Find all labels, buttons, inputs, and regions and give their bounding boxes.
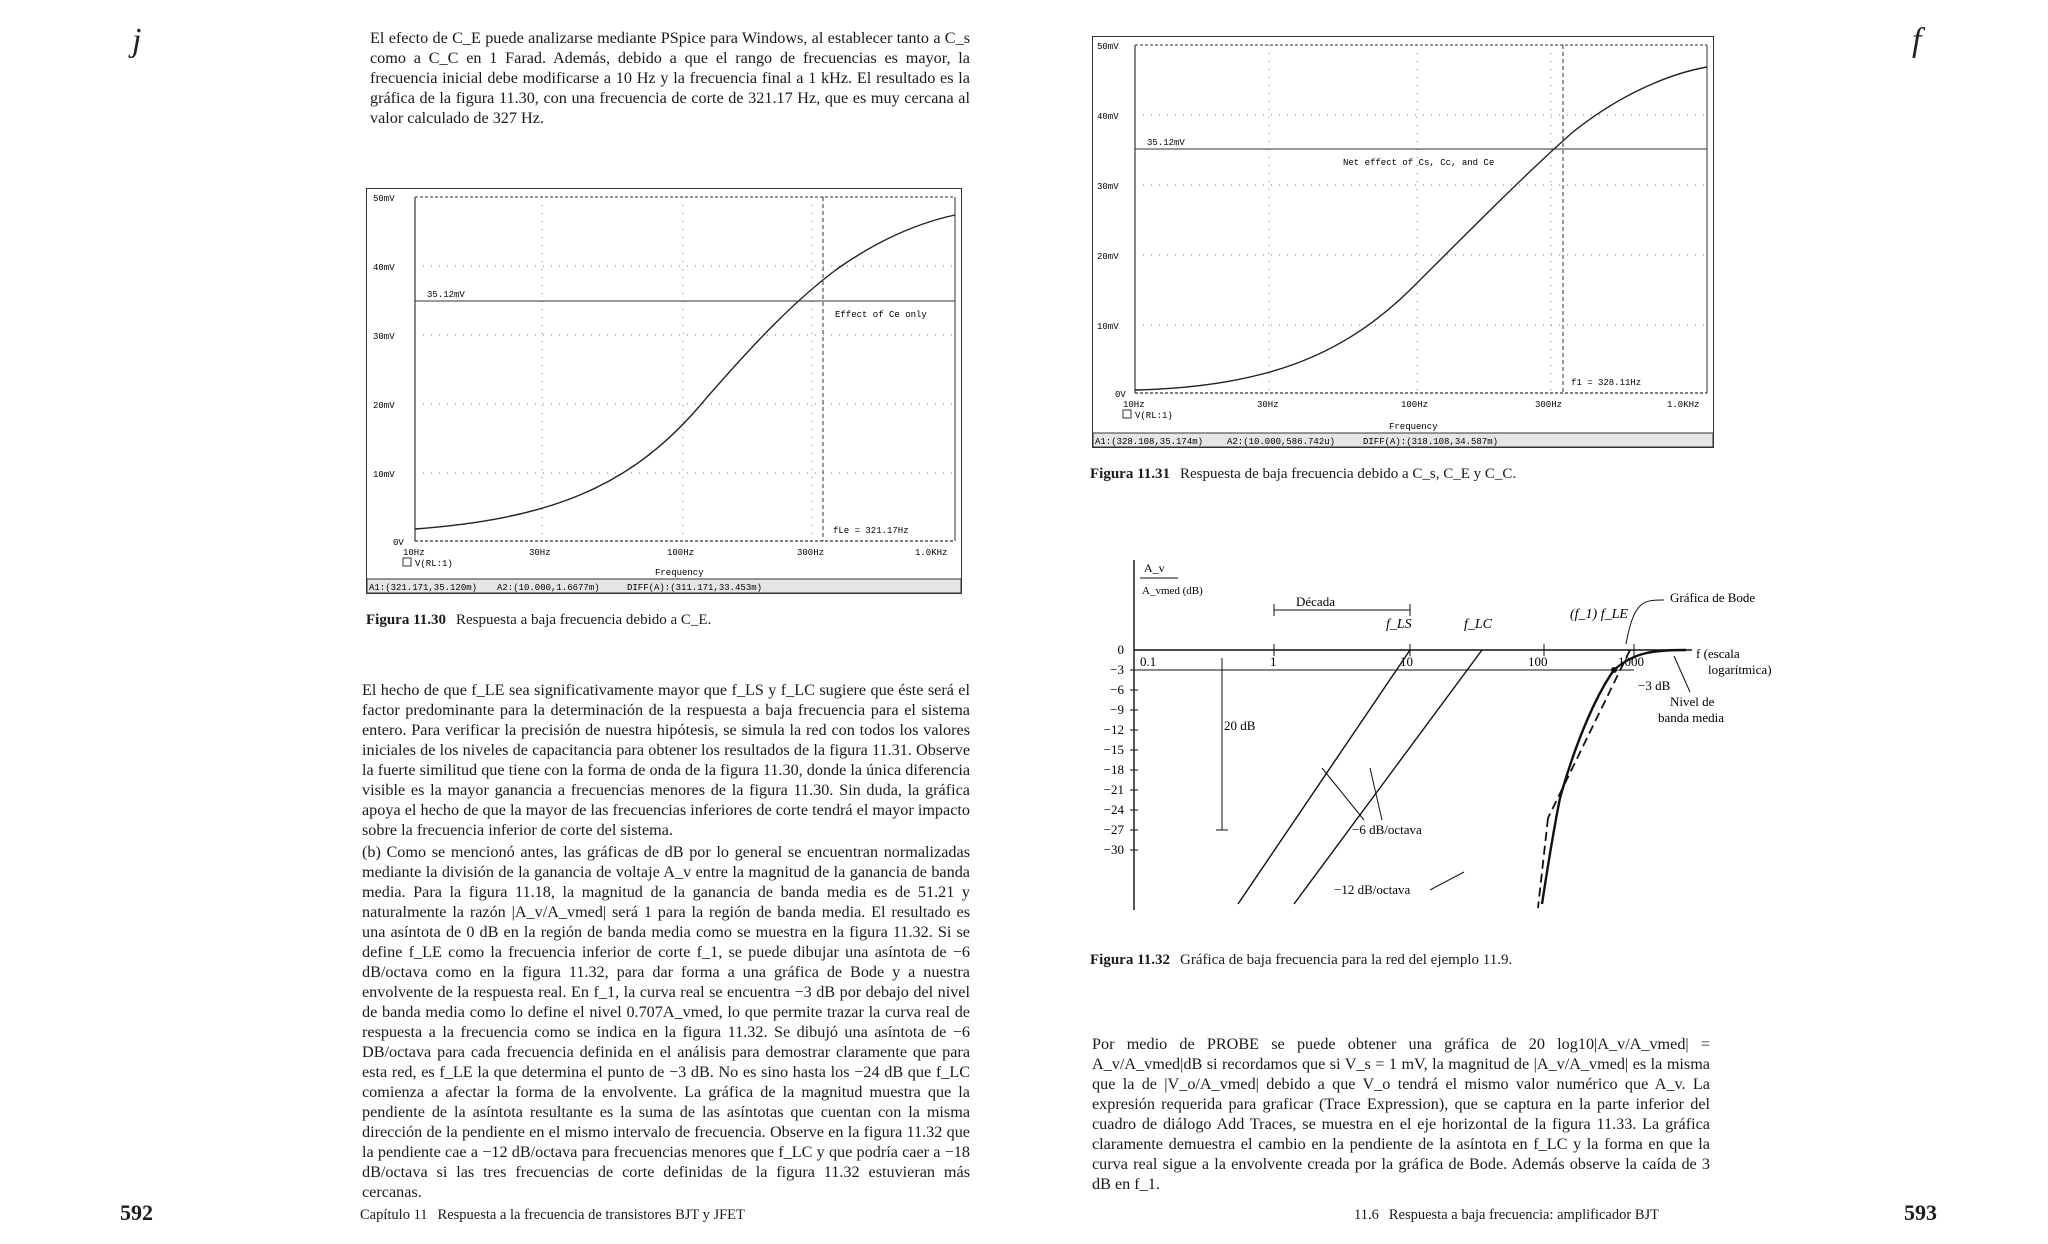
figure-11-31-svg (1093, 37, 1713, 447)
cursor-value: 35.12mV (427, 290, 465, 300)
bode-label: Gráfica de Bode (1670, 590, 1756, 605)
x-label-100: 100Hz (1401, 400, 1429, 410)
trace-marker (1123, 410, 1131, 418)
trace-label: V(RL:1) (1135, 411, 1173, 421)
body-paragraph-3: Por medio de PROBE se puede obtener una gráfica de 20 log10|A_v/A_vmed| = A_v/A_vmed|dB si recordamos que si V_s = 1 mV, la magnitud de |A_v/A_vmed| es la misma que la de |V_o/A_vmed| debido a que V_o tendrá el mismo valor numérico que A_v. La expresión requerida para graficar (Trace Expression), que se captura en la parte inferior del cuadro de diálogo Add Traces, se muestra en el eje horizontal de la figura 11.33. La gráfica claramente demuestra el cambio en la pendiente de la asíntota en f_LC y la forma en que la curva real sigue a la envolvente creada por la gráfica de Bode. Además observe la caída de 3 dB en f_1. (1092, 1035, 1710, 1193)
status-diff: DIFF(A):(311.171,33.453m) (627, 583, 763, 593)
body-paragraph-1: El hecho de que f_LE sea significativamente mayor que f_LS y f_LC sugiere que éste será el factor predominante para la determinación de la respuesta a baja frecuencia para el sistema entero. Para verificar la precisión de nuestra hipótesis, se simula la red con todos los valores iniciales de los niveles de capacitancia para obtener los resultados de la figura 11.31. Observe la fuerte similitud que tiene con la forma de onda de la figura 11.30, donde la única diferencia visible es la mayor ganancia a frecuencias menores de la figura 11.30. Sin duda, la gráfica apoya el hecho de que la mayor de las frecuencias inferiores de corte tendrá el mayor impacto sobre la frecuencia inferior de corte del sistema. (362, 681, 970, 839)
trace-label: V(RL:1) (415, 559, 453, 569)
status-a2: A2:(10.000,1.6677m) (497, 583, 600, 593)
ytick-24: −24 (1103, 802, 1124, 817)
curve-annotation: Net effect of Cs, Cc, and Ce (1343, 158, 1495, 168)
figure-11-32-diagram (1074, 548, 1784, 928)
ytick-18: −18 (1103, 762, 1124, 777)
trace-marker (403, 558, 411, 566)
y-label-40: 40mV (1097, 112, 1119, 122)
flc-label: f_LC (1464, 617, 1493, 632)
status-a2: A2:(10.000,586.742u) (1227, 437, 1336, 447)
status-a1: A1:(328.108,35.174m) (1095, 437, 1204, 447)
status-a1: A1:(321.171,35.120m) (369, 583, 478, 593)
midband-2: banda media (1658, 710, 1725, 725)
footer-right: 11.6 Respuesta a baja frecuencia: amplificador BJT (1354, 1207, 1659, 1223)
y-label-30: 30mV (373, 332, 395, 342)
x-title-2: logarítmica) (1708, 662, 1772, 677)
y-title-bottom: A_vmed (dB) (1142, 585, 1203, 597)
intro-paragraph: El efecto de C_E puede analizarse mediante PSpice para Windows, al establecer tanto a C_s como a C_C en 1 Farad. Además, debido a que el rango de frecuencias es mayor, la frecuencia inicial debe modificarse a 10 Hz y la frecuencia final a 1 kHz. El resultado es la gráfica de la figura 11.30, con una frecuencia de corte de 321.17 Hz, que es muy cercana al valor calculado de 327 Hz. (370, 29, 970, 127)
figure-11-30-caption: Figura 11.30 Respuesta a baja frecuencia debido a C_E. (366, 612, 712, 628)
figure-11-30-plot (366, 188, 962, 594)
corner-mark: f (1912, 22, 1922, 59)
ytick-21: −21 (1103, 782, 1124, 797)
cursor-value: 35.12mV (1147, 138, 1185, 148)
midband-1: Nivel de (1670, 694, 1715, 709)
xtick-10: 10 (1400, 654, 1413, 669)
x-axis-title: Frequency (1389, 422, 1438, 432)
ytick-3: −3 (1110, 662, 1124, 677)
ytick-0: 0 (1117, 642, 1124, 657)
slope12-label: −12 dB/octava (1334, 882, 1411, 897)
y-label-10: 10mV (1097, 322, 1119, 332)
footer-left: Capítulo 11 Respuesta a la frecuencia de transistores BJT y JFET (360, 1207, 745, 1223)
figure-11-32-svg (1074, 548, 1784, 928)
xtick-100: 100 (1528, 654, 1548, 669)
status-diff: DIFF(A):(318.108,34.587m) (1363, 437, 1499, 447)
y-label-30: 30mV (1097, 182, 1119, 192)
decade-label: Década (1296, 594, 1335, 609)
figure-11-31-plot (1092, 36, 1714, 448)
x-label-30: 30Hz (529, 548, 551, 558)
ytick-9: −9 (1110, 702, 1124, 717)
y-label-10: 10mV (373, 470, 395, 480)
right-page (1024, 0, 2048, 1244)
ytick-30: −30 (1103, 842, 1124, 857)
db20-label: 20 dB (1224, 718, 1256, 733)
y-label-50: 50mV (1097, 42, 1119, 52)
ytick-27: −27 (1103, 822, 1124, 837)
figure-11-31-caption: Figura 11.31 Respuesta de baja frecuencia debido a C_s, C_E y C_C. (1090, 466, 1517, 482)
cutoff-label: fLe = 321.17Hz (833, 526, 909, 536)
y-label-0: 0V (393, 538, 404, 548)
x-axis-title: Frequency (655, 568, 704, 578)
ytick-12: −12 (1103, 722, 1124, 737)
slope6-label: −6 dB/octava (1352, 822, 1422, 837)
x-label-1k: 1.0KHz (1667, 400, 1700, 410)
minus3-label: −3 dB (1638, 678, 1671, 693)
x-label-300: 300Hz (797, 548, 825, 558)
x-label-1k: 1.0KHz (915, 548, 948, 558)
page-number-left: 592 (120, 1200, 153, 1225)
ytick-6: −6 (1110, 682, 1124, 697)
y-title-top: A_v (1144, 561, 1165, 575)
x-label-100: 100Hz (667, 548, 695, 558)
x-title-1: f (escala (1696, 646, 1740, 661)
xtick-1000: 1000 (1618, 654, 1644, 669)
x-label-30: 30Hz (1257, 400, 1279, 410)
page-number-right: 593 (1904, 1200, 1937, 1225)
corner-mark: j (132, 22, 142, 59)
y-label-40: 40mV (373, 263, 395, 273)
curve-annotation: Effect of Ce only (835, 310, 927, 320)
figure-11-30-svg (367, 189, 961, 593)
x-label-300: 300Hz (1535, 400, 1563, 410)
y-label-20: 20mV (373, 401, 395, 411)
y-label-0: 0V (1115, 390, 1126, 400)
y-label-50: 50mV (373, 194, 395, 204)
x-label-10: 10Hz (403, 548, 425, 558)
x-label-10: 10Hz (1123, 400, 1145, 410)
body-paragraph-2: (b) Como se mencionó antes, las gráficas de dB por lo general se encuentran normalizadas mediante la división de la ganancia de voltaje A_v entre la magnitud de la ganancia de banda media. Para la figura 11.18, la magnitud de la ganancia de banda media es de 51.21 y naturalmente la razón |A_v/A_vmed| será 1 para la región de banda media. El resultado es una asíntota de 0 dB en la región de banda media como se muestra en la figura 11.32. Si se define f_LE como la frecuencia inferior de corte f_1, se puede dibujar una asíntota de −6 dB/octava como en la figura 11.32, para dar forma a una gráfica de Bode y a nuestra envolvente de la respuesta real. En f_1, la curva real se encuentra −3 dB por debajo del nivel de banda media como lo define el nivel 0.707A_vmed, lo que permite trazar la curva real de respuesta a la frecuencia como se indica en la figura 11.32. Se dibujó una asíntota de −6 DB/octava para cada frecuencia definida en el análisis para demostrar claramente que para esta red, es f_LE la que determina el punto de −3 dB. No es sino hasta los −24 dB que f_LC comienza a afectar la forma de la envolvente. La gráfica de la magnitud muestra que la pendiente de la asíntota resultante es la suma de las asíntotas que cuentan con la misma dirección de la pendiente en el mismo intervalo de frecuencia. Observe en la figura 11.32 que la pendiente cae a −12 dB/octava para frecuencias menores que f_LC y que podría caer a −18 dB/octava si las tres frecuencias de corte definidas de la figura 11.32 estuvieran más cercanas. (362, 843, 970, 1201)
fls-label: f_LS (1386, 617, 1412, 632)
f1-fle-label: (f_1) f_LE (1570, 607, 1628, 622)
figure-11-32-caption: Figura 11.32 Gráfica de baja frecuencia para la red del ejemplo 11.9. (1090, 952, 1513, 968)
ytick-15: −15 (1103, 742, 1124, 757)
xtick-0-1: 0.1 (1140, 654, 1157, 669)
cutoff-label: f1 = 328.11Hz (1571, 378, 1642, 388)
xtick-1: 1 (1270, 654, 1277, 669)
y-label-20: 20mV (1097, 252, 1119, 262)
